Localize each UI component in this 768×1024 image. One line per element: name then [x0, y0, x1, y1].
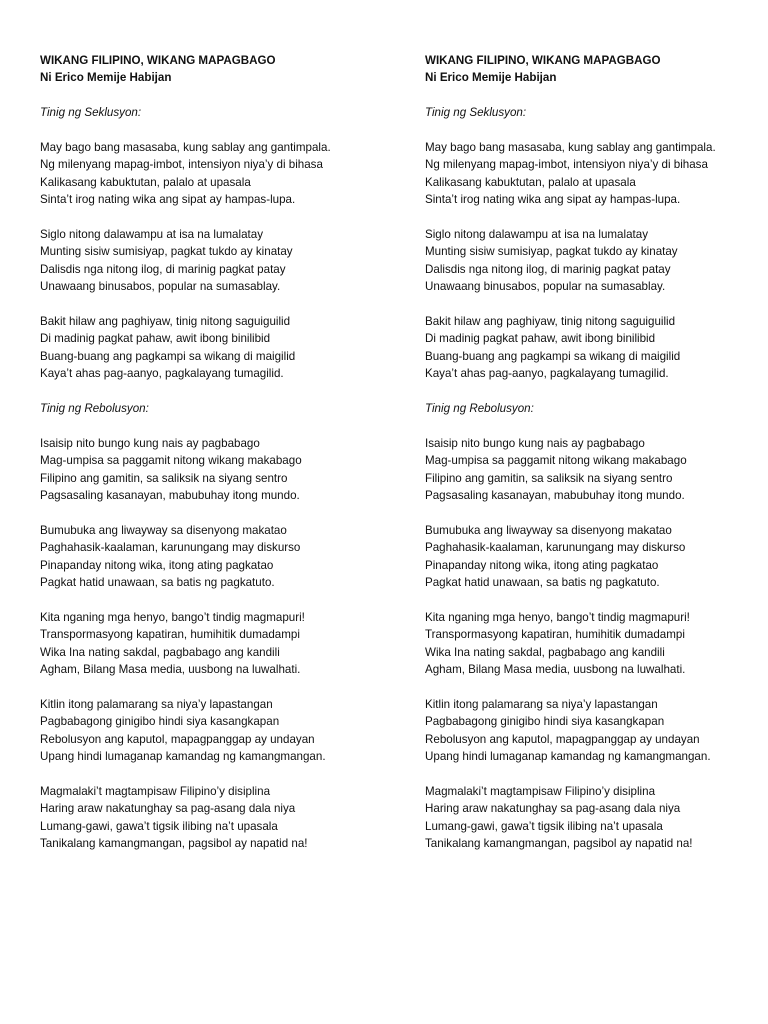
- spacer: [425, 296, 768, 313]
- poem-line: Di madinig pagkat pahaw, awit ibong binilibid: [40, 332, 271, 346]
- stanza: [425, 313, 768, 383]
- poem-line: Unawaang binusabos, popular na sumasablay.: [40, 280, 281, 294]
- spacer: [40, 383, 390, 400]
- poem-line: Bakit hilaw ang paghiyaw, tinig nitong saguiguilid: [425, 315, 676, 329]
- stanza: [40, 522, 390, 592]
- stanza: [40, 435, 390, 505]
- poem-line: Pagkat hatid unawaan, sa batis ng pagkatuto.: [40, 576, 275, 590]
- poem-line: Lumang-gawi, gawa’t tigsik ilibing na’t upasala: [40, 819, 278, 833]
- poem-line: Rebolusyon ang kaputol, mapagpanggap ay undayan: [40, 732, 315, 746]
- spacer: [425, 766, 768, 783]
- poem-line: Sinta’t irog nating wika ang sipat ay hampas-lupa.: [40, 193, 296, 207]
- poem-line: Tanikalang kamangmangan, pagsibol ay napatid na!: [425, 837, 693, 851]
- poem-line: Munting sisiw sumisiyap, pagkat tukdo ay kinatay: [40, 245, 293, 259]
- poem-line: May bago bang masasaba, kung sablay ang gantimpala.: [425, 141, 716, 154]
- spacer: [40, 679, 390, 696]
- stanza: [425, 783, 768, 853]
- poem-line: Mag-umpisa sa paggamit nitong wikang makabago: [425, 454, 687, 468]
- poem-line: Bumubuka ang liwayway sa disenyong makatao: [425, 523, 672, 537]
- poem-line: Wika Ina nating sakdal, pagbabago ang kandili: [40, 645, 280, 659]
- poem-line: Kaya’t ahas pag-aanyo, pagkalayang tumagilid.: [40, 367, 284, 381]
- poem-line: Isaisip nito bungo kung nais ay pagbabago: [40, 436, 260, 450]
- spacer: [425, 209, 768, 226]
- poem-line: Buang-buang ang pagkampi sa wikang di maigilid: [425, 349, 681, 363]
- poem-line: Mag-umpisa sa paggamit nitong wikang makabago: [40, 454, 302, 468]
- poem-line: Rebolusyon ang kaputol, mapagpanggap ay undayan: [425, 732, 700, 746]
- stanza: [40, 609, 390, 679]
- spacer: [425, 383, 768, 400]
- poem-line: Di madinig pagkat pahaw, awit ibong binilibid: [425, 332, 656, 346]
- poem-sections-copy: [425, 104, 768, 870]
- poem-line: Pagbabagong ginigibo hindi siya kasangkapan: [425, 715, 665, 729]
- poem-line: Ng milenyang mapag-imbot, intensiyon niya’y di bihasa: [40, 158, 323, 172]
- poem-line: Magmalaki’t magtampisaw Filipino’y disiplina: [40, 784, 271, 798]
- poem-sections: [40, 104, 390, 870]
- poem-line: Bakit hilaw ang paghiyaw, tinig nitong saguiguilid: [40, 315, 291, 329]
- spacer: [40, 853, 390, 870]
- stanza: [40, 313, 390, 383]
- stanza: [40, 226, 390, 296]
- poem-line: Munting sisiw sumisiyap, pagkat tukdo ay kinatay: [425, 245, 678, 259]
- spacer: [40, 122, 390, 139]
- spacer: [425, 122, 768, 139]
- poem-line: Transpormasyong kapatiran, humihitik dumadampi: [425, 628, 685, 642]
- poem-line: Filipino ang gamitin, sa saliksik na siyang sentro: [40, 471, 288, 485]
- poem-line: Unawaang binusabos, popular na sumasablay.: [425, 280, 666, 294]
- poem-line: Wika Ina nating sakdal, pagbabago ang kandili: [425, 645, 665, 659]
- poem-line: Pagsasaling kasanayan, mabubuhay itong mundo.: [425, 489, 685, 503]
- poem-line: Magmalaki’t magtampisaw Filipino’y disiplina: [425, 784, 656, 798]
- spacer: [425, 417, 768, 434]
- stanza: [425, 226, 768, 296]
- poem-line: Pinapanday nitong wika, itong ating pagkatao: [425, 558, 659, 572]
- spacer: [40, 591, 390, 608]
- poem-line: Siglo nitong dalawampu at isa na lumalatay: [40, 228, 263, 242]
- poem-line: Agham, Bilang Masa media, uusbong na luwalhati.: [425, 663, 686, 677]
- section-heading: Tinig ng Rebolusyon:: [40, 402, 149, 416]
- spacer: [40, 296, 390, 313]
- poem-line: Paghahasik-kaalaman, karunungang may diskurso: [425, 541, 686, 555]
- poem-line: Filipino ang gamitin, sa saliksik na siyang sentro: [425, 471, 673, 485]
- poem-line: Paghahasik-kaalaman, karunungang may diskurso: [40, 541, 301, 555]
- spacer: [40, 417, 390, 434]
- spacer: [425, 679, 768, 696]
- poem-line: Upang hindi lumaganap kamandag ng kamangmangan.: [425, 750, 711, 764]
- poem-line: Haring araw nakatunghay sa pag-asang dala niya: [40, 802, 296, 816]
- stanza: [425, 139, 768, 209]
- section-heading: Tinig ng Seklusyon:: [425, 106, 527, 120]
- poem-line: Kalikasang kabuktutan, palalo at upasala: [425, 175, 636, 189]
- poem-line: May bago bang masasaba, kung sablay ang gantimpala.: [40, 141, 331, 154]
- poem-title-copy: WIKANG FILIPINO, WIKANG MAPAGBAGO: [425, 54, 661, 67]
- stanza: [425, 435, 768, 505]
- poem-column-left: [40, 52, 390, 870]
- poem-line: Pinapanday nitong wika, itong ating pagkatao: [40, 558, 274, 572]
- poem-line: Dalisdis nga nitong ilog, di marinig pagkat patay: [425, 262, 671, 276]
- poem-author: Ni Erico Memije Habijan: [40, 71, 172, 85]
- spacer: [425, 87, 768, 104]
- poem-line: Isaisip nito bungo kung nais ay pagbabago: [425, 436, 645, 450]
- section-heading: Tinig ng Seklusyon:: [40, 106, 142, 120]
- poem-column-right: [425, 52, 768, 870]
- stanza: [425, 609, 768, 679]
- poem-line: Kaya’t ahas pag-aanyo, pagkalayang tumagilid.: [425, 367, 669, 381]
- poem-line: Ng milenyang mapag-imbot, intensiyon niya’y di bihasa: [425, 158, 708, 172]
- poem-line: Kita nganing mga henyo, bango’t tindig magmapuri!: [425, 610, 690, 624]
- poem-line: Upang hindi lumaganap kamandag ng kamangmangan.: [40, 750, 326, 764]
- poem-line: Kita nganing mga henyo, bango’t tindig magmapuri!: [40, 610, 305, 624]
- poem-line: Pagkat hatid unawaan, sa batis ng pagkatuto.: [425, 576, 660, 590]
- poem-line: Dalisdis nga nitong ilog, di marinig pagkat patay: [40, 262, 286, 276]
- stanza: [40, 783, 390, 853]
- stanza: [425, 522, 768, 592]
- spacer: [425, 591, 768, 608]
- spacer: [40, 504, 390, 521]
- poem-title: WIKANG FILIPINO, WIKANG MAPAGBAGO: [40, 54, 276, 67]
- spacer: [425, 504, 768, 521]
- poem-line: Bumubuka ang liwayway sa disenyong makatao: [40, 523, 287, 537]
- spacer: [425, 853, 768, 870]
- poem-line: Kitlin itong palamarang sa niya’y lapastangan: [40, 697, 273, 711]
- poem-author-copy: Ni Erico Memije Habijan: [425, 71, 557, 85]
- stanza: [425, 696, 768, 766]
- poem-line: Haring araw nakatunghay sa pag-asang dala niya: [425, 802, 681, 816]
- spacer: [40, 209, 390, 226]
- poem-line: Lumang-gawi, gawa’t tigsik ilibing na’t upasala: [425, 819, 663, 833]
- section-heading: Tinig ng Rebolusyon:: [425, 402, 534, 416]
- stanza: [40, 139, 390, 209]
- poem-line: Pagbabagong ginigibo hindi siya kasangkapan: [40, 715, 280, 729]
- poem-line: Sinta’t irog nating wika ang sipat ay hampas-lupa.: [425, 193, 681, 207]
- poem-line: Transpormasyong kapatiran, humihitik dumadampi: [40, 628, 300, 642]
- spacer: [40, 87, 390, 104]
- poem-line: Siglo nitong dalawampu at isa na lumalatay: [425, 228, 648, 242]
- poem-line: Agham, Bilang Masa media, uusbong na luwalhati.: [40, 663, 301, 677]
- poem-line: Buang-buang ang pagkampi sa wikang di maigilid: [40, 349, 296, 363]
- poem-line: Kalikasang kabuktutan, palalo at upasala: [40, 175, 251, 189]
- poem-line: Kitlin itong palamarang sa niya’y lapastangan: [425, 697, 658, 711]
- poem-line: Pagsasaling kasanayan, mabubuhay itong mundo.: [40, 489, 300, 503]
- spacer: [40, 766, 390, 783]
- stanza: [40, 696, 390, 766]
- poem-line: Tanikalang kamangmangan, pagsibol ay napatid na!: [40, 837, 308, 851]
